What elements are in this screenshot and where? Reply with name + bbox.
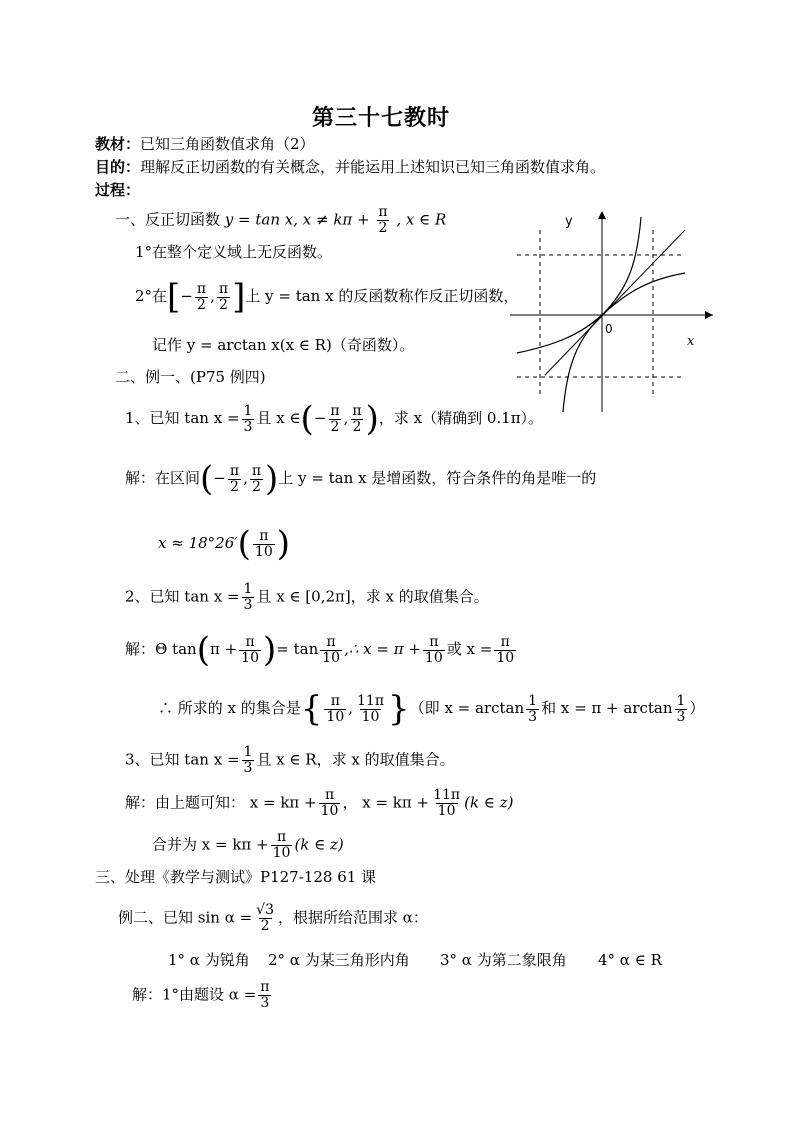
process-label: 过程： [95,181,141,199]
goal-label: 目的： [95,158,141,176]
sol2b-end: ） [689,699,705,717]
frac-num: π [196,280,207,297]
left-paren: ( [200,459,214,499]
goal-line [95,160,605,175]
ex1-pre: 1、已知 tan x = [125,409,240,427]
sol3-post: (k ∈ z) [464,793,514,812]
section1-formula-pre: y = tan x, x ≠ kπ + [224,210,370,229]
frac-num: 11π [357,692,385,709]
frac-num: π [324,787,335,803]
frac-den: 3 [676,708,686,725]
pi-over-2 [217,282,230,313]
frac-num: π [378,204,388,220]
frac-den: 10 [424,649,443,666]
solution3b-line [152,830,344,861]
pi-over-2 [250,464,263,495]
arctan-graph [505,205,720,415]
s3-ex2-post: ，根据所给范围求 α： [278,908,428,927]
pi-over-10 [423,635,445,666]
material-text: 已知三角函数值求角（2） [140,135,315,153]
section3-solution-line [132,980,273,1011]
pi-over-10 [271,830,293,861]
frac-den: 3 [243,760,253,776]
right-paren: ) [276,524,291,564]
frac-den: 2 [251,478,261,495]
pi-over-10 [320,635,342,666]
left-bracket: [ [167,277,181,317]
left-paren: ( [237,524,251,564]
frac-den: 3 [243,597,253,613]
option-3: 3° α 为第二象限角 [440,951,567,969]
goal-text: 理解反正切函数的有关概念，并能运用上述知识已知三角函数值求角。 [140,158,606,176]
frac-num: π [245,633,255,650]
neg-pi-over-2 [228,464,241,495]
frac-num: 1 [243,581,253,597]
material-line [95,137,315,152]
sol2b-and: 和 x = π + arctan [541,699,673,717]
frac-den: 10 [322,649,341,666]
frac-den: 10 [437,803,456,819]
left-brace: { [300,689,323,729]
pi-over-10 [494,635,516,666]
arctan-curve [517,273,685,353]
frac-den: 2 [378,220,388,236]
one-third [675,694,688,725]
frac-num: π [218,280,229,297]
frac-den: 3 [243,418,253,435]
frac-num: π [260,979,270,995]
sol1-post: 上 y = tan x 是增函数，符合条件的角是唯一的 [278,469,597,487]
pi-over-2 [350,404,363,435]
section1-formula-post: , x ∈ R [396,210,447,229]
example2-line [125,582,489,613]
sol2-pre: 解：Θ tan [125,640,197,658]
material-label: 教材： [95,135,141,153]
right-paren: ) [265,459,279,499]
frac-num: π [326,633,336,650]
page-title: 第三十七教时 [312,106,451,131]
sol1-pre: 解：在区间 [125,469,201,487]
right-brace: } [388,689,410,729]
item2-pre: 2°在 [135,287,168,305]
frac-num: π [330,402,340,419]
section1-heading: 一、反正切函数 [115,210,221,229]
x-axis-arrow [705,311,713,319]
s3-ex2-pre: 例二、已知 sin α = [118,908,253,927]
frac-num: 1 [528,692,538,709]
frac-den: 2 [352,418,362,435]
frac-num: π [276,829,287,845]
identity-line [545,230,685,375]
left-paren: ( [300,399,314,439]
frac-num: √3 [256,902,274,918]
option-4: 4° α ∈ R [598,951,662,969]
section3-heading: 三、处理《教学与测试》P127-128 61 课 [95,868,377,886]
pi-over-2-fraction [376,205,389,236]
solution1-line: 解：在区间(− $\frac{\pi}{2}$ , $\frac{\pi}{2}$ )上 y = tan x 是增函数，符合条件的角是唯一的 [125,459,597,499]
origin-label: 0 [605,322,613,336]
s3-sol-pre: 解：1°由题设 α = [132,985,257,1004]
ex1-post: ，求 x（精确到 0.1π）。 [378,409,544,427]
ex2-pre: 2、已知 tan x = [125,587,240,606]
frac-den: 2 [230,478,239,495]
frac-den: 2 [260,918,270,934]
frac-num: 1 [243,744,253,760]
left-paren: ( [196,630,210,670]
right-paren: ) [365,399,379,439]
item2-post: 上 y = tan x 的反函数称作反正切函数， [245,287,519,305]
ex3-pre: 3、已知 tan x = [125,750,240,769]
frac-num: π [352,402,362,419]
pi-over-10 [319,788,341,819]
sol2b-post: （即 x = arctan [409,699,525,717]
frac-den: 10 [361,708,380,725]
ex2-post: 且 x ∈ [0,2π]，求 x 的取值集合。 [256,587,489,606]
frac-num: π [229,462,240,479]
sol2-mid: = tan [276,640,319,658]
frac-den: 2 [330,418,340,435]
right-paren: ) [263,630,277,670]
frac-num: π [251,462,262,479]
section1-heading-line [115,205,446,236]
frac-den: 10 [272,845,291,861]
one-third [526,694,539,725]
frac-den: 2 [219,296,228,313]
section1-item2: 2°在[− $\frac{\pi}{2}$ , $\frac{\pi}{2}$ ]上 y = tan x 的反函数称作反正切函数， [135,277,519,317]
pi-over-3 [258,980,271,1011]
section1-item3: 记作 y = arctan x(x ∈ R)（奇函数）。 [152,336,415,354]
ex1-mid: 且 x ∈ [256,409,301,427]
sol3-pre: 解：由上题可知： x = kπ + [125,793,317,812]
section2-heading: 二、例一、(P75 例四) [115,368,266,386]
sol2b-pre: ∴ 所求的 x 的集合是 [158,699,301,717]
ex3-post: 且 x ∈ R，求 x 的取值集合。 [256,750,455,769]
sqrt3-over-2 [254,903,276,934]
eleven-pi-over-10 [431,788,462,819]
sol2-mid2: ,∴ x = π + [344,640,421,658]
eleven-pi-over-10 [355,694,386,725]
frac-den: 10 [496,649,515,666]
solution2b-line: ∴ 所求的 x 的集合是{ $\frac{\pi}{10}$ , $\frac{11\pi}{10}$ }（即 x = arctan $\frac{1}{3}$ 和 x = π + arctan $\frac{1}{3}$ ） [158,689,705,729]
frac-den: 10 [241,649,259,666]
frac-num: π [330,692,340,709]
frac-den: 3 [528,708,538,725]
one-third [242,582,255,613]
frac-den: 2 [197,296,206,313]
example1-line: 1、已知 tan x = $\frac{1}{3}$ 且 x ∈(− $\frac{\pi}{2}$ , $\frac{\pi}{2}$ )，求 x（精确到 0.1π）。 [125,399,544,439]
option-2: 2° α 为某三角形内角 [268,951,410,969]
sol3b-pre: 合并为 x = kπ + [152,835,269,854]
option-1: 1° α 为锐角 [168,951,250,969]
example-two-line [118,903,428,934]
sol3b-post: (k ∈ z) [294,835,344,854]
one-third [242,404,255,435]
frac-num: π [500,633,510,650]
sol2-or: 或 x = [446,640,493,658]
frac-den: 10 [254,543,273,560]
frac-den: 10 [326,708,345,725]
frac-den: 3 [260,995,270,1011]
y-axis-arrow [598,211,606,219]
neg-pi-over-2 [328,404,341,435]
frac-num: 1 [676,692,686,709]
frac-num: 11π [433,787,461,803]
x-label: x [687,334,695,349]
right-bracket: ] [232,277,246,317]
frac-num: 1 [243,402,253,419]
one-third [242,745,255,776]
section1-item1: 1°在整个定义域上无反函数。 [135,243,333,261]
solution3-line [125,788,513,819]
sol3-mid: ， x = kπ + [342,793,430,812]
pi-over-10 [324,694,346,725]
pi-over-10 [253,529,275,560]
neg-pi-over-2 [195,282,208,313]
pi-over-10 [239,635,261,666]
frac-num: π [429,633,439,650]
neg-sign: − [180,287,193,305]
solution1-result [158,524,291,564]
frac-den: 10 [320,803,339,819]
frac-num: π [259,527,269,544]
solution2-line: 解：Θ tan(π + $\frac{\pi}{10}$ )= tan $\frac{\pi}{10}$ ,∴ x = π + $\frac{\pi}{10}$ 或 x = $\frac{\pi}{10}$ [125,630,515,670]
example3-line [125,745,455,776]
sol1-result: x ≈ 18°26′ [158,534,238,552]
y-label: y [565,214,573,229]
